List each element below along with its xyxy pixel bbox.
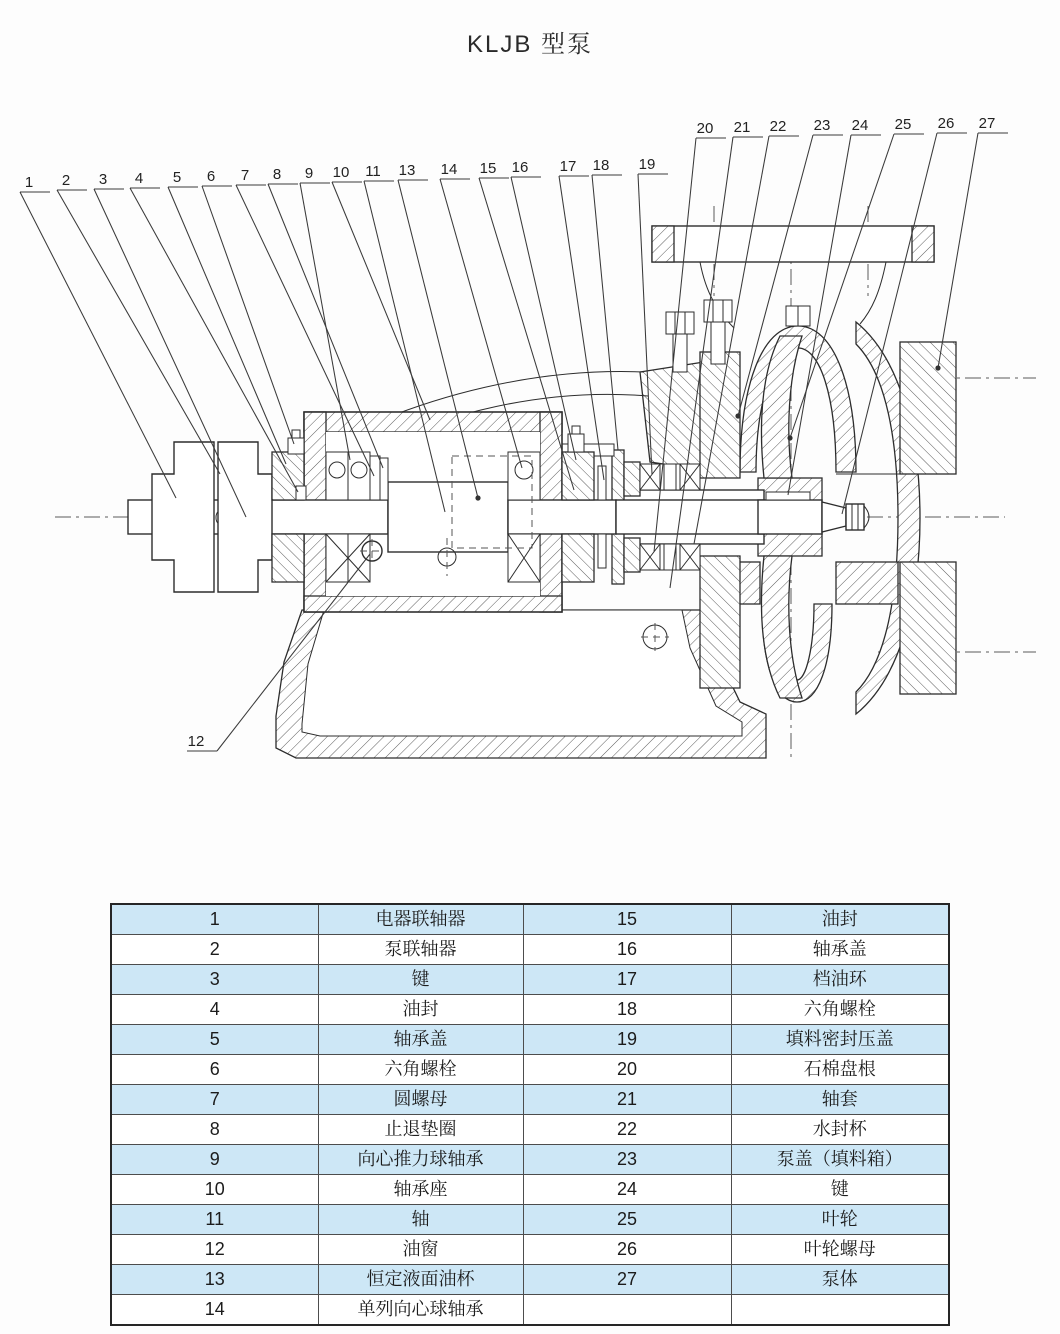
callout-number: 16 <box>511 159 529 176</box>
part-name-cell: 档油环 <box>731 965 949 995</box>
part-name-cell: 轴承座 <box>318 1175 523 1205</box>
callout-number: 19 <box>638 156 656 173</box>
table-row <box>111 1295 949 1326</box>
part-number-cell: 11 <box>111 1205 318 1235</box>
callout-1 <box>20 174 176 498</box>
part-number-cell: 7 <box>111 1085 318 1115</box>
callout-number: 25 <box>894 116 912 133</box>
table-row <box>111 1175 949 1205</box>
callout-number: 27 <box>978 115 996 132</box>
pedestal <box>276 610 766 758</box>
part-number-cell: 19 <box>523 1025 731 1055</box>
callout-number: 24 <box>851 117 869 134</box>
table-row <box>111 1085 949 1115</box>
part-name-cell: 键 <box>731 1175 949 1205</box>
part-name-cell: 水封杯 <box>731 1115 949 1145</box>
part-number-cell: 22 <box>523 1115 731 1145</box>
part-name-cell: 轴套 <box>731 1085 949 1115</box>
table-row <box>111 1025 949 1055</box>
table-row <box>111 935 949 965</box>
part-name-cell: 油封 <box>731 904 949 935</box>
parts-table-body <box>111 904 949 1325</box>
callout-number: 20 <box>696 120 714 137</box>
callout-number: 10 <box>332 164 350 181</box>
part-number-cell: 1 <box>111 904 318 935</box>
part-name-cell: 单列向心球轴承 <box>318 1295 523 1326</box>
part-name-cell: 键 <box>318 965 523 995</box>
callout-number: 2 <box>61 172 71 189</box>
callout-number: 6 <box>206 168 216 185</box>
part-name-cell: 恒定液面油杯 <box>318 1265 523 1295</box>
callout-2 <box>57 172 220 474</box>
part-number-cell: 5 <box>111 1025 318 1055</box>
part-number-cell: 23 <box>523 1145 731 1175</box>
callout-number: 26 <box>937 115 955 132</box>
part-name-cell: 油窗 <box>318 1235 523 1265</box>
part-number-cell: 2 <box>111 935 318 965</box>
callout-number: 4 <box>134 170 144 187</box>
part-number-cell: 10 <box>111 1175 318 1205</box>
table-row <box>111 1205 949 1235</box>
callout-number: 13 <box>398 162 416 179</box>
callout-number: 5 <box>172 169 182 186</box>
part-number-cell: 26 <box>523 1235 731 1265</box>
part-name-cell <box>731 1295 949 1326</box>
part-number-cell <box>523 1295 731 1326</box>
part-name-cell: 轴 <box>318 1205 523 1235</box>
callout-number: 14 <box>440 161 458 178</box>
callout-number: 11 <box>365 163 381 180</box>
part-name-cell: 填料密封压盖 <box>731 1025 949 1055</box>
part-number-cell: 15 <box>523 904 731 935</box>
callout-number: 7 <box>240 167 250 184</box>
part-name-cell: 六角螺栓 <box>318 1055 523 1085</box>
part-name-cell: 轴承盖 <box>318 1025 523 1055</box>
table-row <box>111 1265 949 1295</box>
part-number-cell: 20 <box>523 1055 731 1085</box>
part-name-cell: 轴承盖 <box>731 935 949 965</box>
page-title: KLJB 型泵 <box>466 31 594 58</box>
part-name-cell: 泵体 <box>731 1265 949 1295</box>
callout-number: 15 <box>479 160 497 177</box>
part-name-cell: 叶轮螺母 <box>731 1235 949 1265</box>
part-name-cell: 石棉盘根 <box>731 1055 949 1085</box>
callout-18 <box>592 157 622 450</box>
callout-number: 23 <box>813 117 831 134</box>
callout-number: 21 <box>733 119 751 136</box>
part-number-cell: 17 <box>523 965 731 995</box>
callout-number: 8 <box>272 166 282 183</box>
part-number-cell: 9 <box>111 1145 318 1175</box>
callout-5 <box>168 169 286 464</box>
part-name-cell: 电器联轴器 <box>318 904 523 935</box>
part-name-cell: 泵盖（填料箱） <box>731 1145 949 1175</box>
part-name-cell: 止退垫圈 <box>318 1115 523 1145</box>
coupling <box>152 442 272 592</box>
part-number-cell: 21 <box>523 1085 731 1115</box>
callout-number: 9 <box>304 165 314 182</box>
part-number-cell: 14 <box>111 1295 318 1326</box>
part-name-cell: 六角螺栓 <box>731 995 949 1025</box>
callout-number: 12 <box>187 733 205 750</box>
part-number-cell: 16 <box>523 935 731 965</box>
callout-number: 17 <box>559 158 577 175</box>
table-row <box>111 1235 949 1265</box>
part-name-cell: 圆螺母 <box>318 1085 523 1115</box>
part-number-cell: 24 <box>523 1175 731 1205</box>
impeller-nut <box>846 504 864 530</box>
table-row <box>111 1145 949 1175</box>
motor-coupling-half <box>152 442 214 592</box>
table-row <box>111 995 949 1025</box>
part-name-cell: 油封 <box>318 995 523 1025</box>
callout-10 <box>332 164 430 420</box>
callout-number: 1 <box>24 174 34 191</box>
callout-number: 22 <box>769 118 787 135</box>
discharge-flange <box>652 226 934 262</box>
callout-number: 3 <box>98 171 108 188</box>
table-row <box>111 1055 949 1085</box>
pump-coupling-half <box>218 442 272 592</box>
callout-17 <box>559 158 604 480</box>
table-row <box>111 1115 949 1145</box>
parts-table <box>110 903 950 1326</box>
table-row <box>111 965 949 995</box>
part-number-cell: 25 <box>523 1205 731 1235</box>
part-name-cell: 叶轮 <box>731 1205 949 1235</box>
part-number-cell: 4 <box>111 995 318 1025</box>
part-number-cell: 27 <box>523 1265 731 1295</box>
part-name-cell: 泵联轴器 <box>318 935 523 965</box>
part-number-cell: 6 <box>111 1055 318 1085</box>
part-number-cell: 3 <box>111 965 318 995</box>
part-name-cell: 向心推力球轴承 <box>318 1145 523 1175</box>
table-row <box>111 904 949 935</box>
callout-27 <box>935 115 1008 371</box>
part-number-cell: 12 <box>111 1235 318 1265</box>
part-number-cell: 8 <box>111 1115 318 1145</box>
part-number-cell: 13 <box>111 1265 318 1295</box>
part-number-cell: 18 <box>523 995 731 1025</box>
callout-number: 18 <box>592 157 610 174</box>
